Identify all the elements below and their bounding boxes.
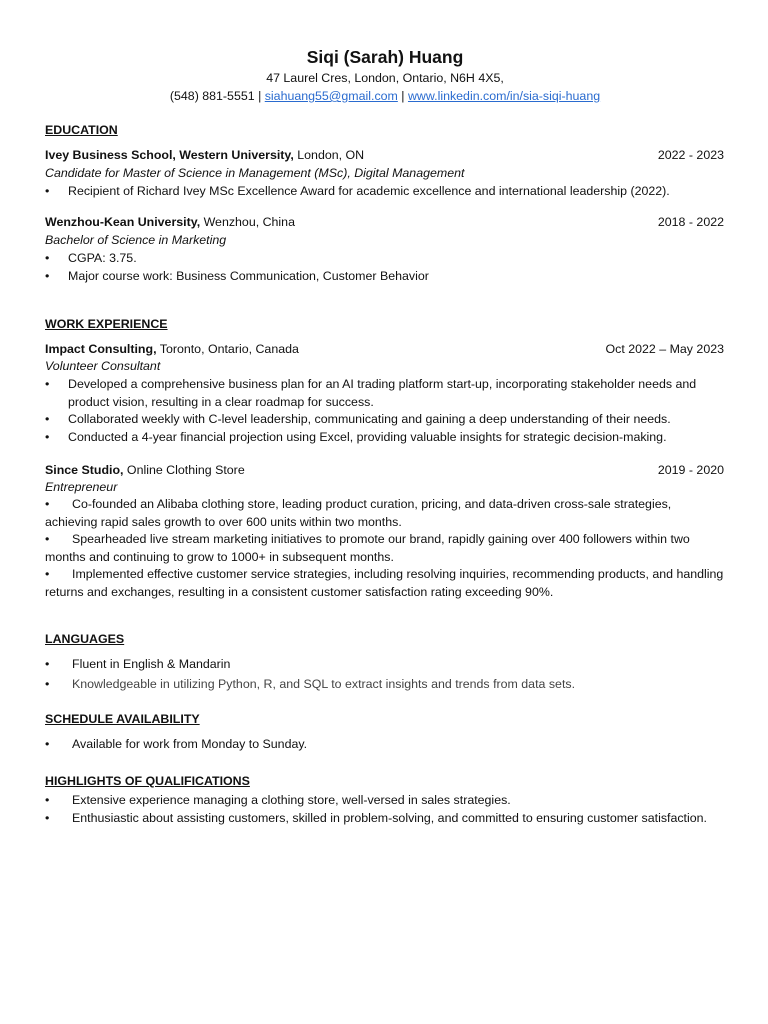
bullet-icon: •: [45, 412, 50, 426]
list-item: • CGPA: 3.75.: [45, 250, 725, 268]
list-item: • Recipient of Richard Ivey MSc Excellence Award for academic excellence and international leadership (2022).: [45, 183, 725, 201]
list-item: • Collaborated weekly with C-level leadership, communicating and gaining a deep understanding of their needs.: [45, 411, 725, 429]
list-item: • Extensive experience managing a clothing store, well-versed in sales strategies.: [45, 792, 725, 810]
languages-heading: LANGUAGES: [45, 632, 125, 646]
highlights-bullets: [45, 792, 725, 827]
degree: Bachelor of Science in Marketing: [45, 233, 227, 247]
list-item: • Developed a comprehensive business plan for an AI trading platform start-up, incorporating stakeholder needs and product vision, resulting in a clear roadmap for success.: [45, 377, 697, 409]
education-entry-wku: [45, 214, 724, 232]
email-link[interactable]: siahuang55@gmail.com: [264, 89, 398, 103]
bullet-icon: •: [45, 429, 50, 444]
education-entry-ivey: [45, 147, 724, 165]
languages-bullets: [45, 656, 725, 693]
schedule-bullets: [45, 736, 725, 754]
work-entry-since-studio: [45, 462, 724, 480]
list-item: • Major course work: Business Communication, Customer Behavior: [45, 268, 725, 286]
work-bullets: [45, 376, 725, 446]
bullet-icon: •: [45, 268, 50, 283]
employer-name: Since Studio,: [45, 463, 124, 477]
bullet-icon: •: [45, 657, 50, 671]
bullet-icon: •: [45, 377, 50, 391]
list-item: • Fluent in English & Mandarin: [45, 656, 725, 674]
list-item: • Co-founded an Alibaba clothing store, leading product curation, pricing, and data-driven cross-sale strategies, achieving rapid sales growth to over 600 units within two months.: [45, 497, 672, 529]
bullet-icon: •: [45, 810, 50, 825]
list-item: • Knowledgeable in utilizing Python, R, and SQL to extract insights and trends from data sets.: [45, 676, 725, 694]
schedule-heading: SCHEDULE AVAILABILITY: [45, 712, 200, 726]
work-bullets: [45, 496, 725, 601]
bullet-icon: •: [45, 184, 50, 198]
work-dates: 2019 - 2020: [657, 463, 724, 477]
list-item: • Implemented effective customer service strategies, including resolving inquiries, recommending products, and handling returns and exchanges, resulting in a consistent customer satisfaction rating exceeding 90%.: [45, 567, 724, 599]
bullet-icon: •: [45, 497, 50, 511]
linkedin-link[interactable]: www.linkedin.com/in/sia-siqi-huang: [407, 89, 601, 103]
address: 47 Laurel Cres, London, Ontario, N6H 4X5,: [266, 71, 504, 85]
contact-separator: |: [397, 89, 408, 103]
list-item: • Conducted a 4-year financial projection using Excel, providing valuable insights for strategic decision-making.: [45, 429, 725, 447]
bullet-icon: •: [45, 676, 50, 691]
institution-location: Wenzhou, China: [200, 215, 295, 229]
bullet-icon: •: [45, 251, 50, 265]
employer-name: Impact Consulting,: [45, 342, 157, 356]
education-dates: 2022 - 2023: [657, 148, 724, 162]
work-entry-impact: [45, 341, 724, 359]
bullet-icon: •: [45, 737, 50, 751]
employer-location: Toronto, Ontario, Canada: [156, 342, 299, 356]
institution-name: Wenzhou-Kean University,: [45, 215, 201, 229]
bullet-icon: •: [45, 567, 50, 581]
job-role: Volunteer Consultant: [45, 359, 161, 373]
phone: (548) 881-5551 |: [169, 89, 265, 103]
education-dates: 2018 - 2022: [657, 215, 724, 229]
list-item: • Spearheaded live stream marketing initiatives to promote our brand, rapidly gaining over 400 followers within two months and continuing to grow to 1000+ in subsequent months.: [45, 532, 690, 564]
bullet-icon: •: [45, 532, 50, 546]
employer-location: Online Clothing Store: [123, 463, 245, 477]
institution-location: London, ON: [293, 148, 365, 162]
highlights-heading: HIGHLIGHTS OF QUALIFICATIONS: [45, 774, 250, 788]
work-dates: Oct 2022 – May 2023: [605, 342, 724, 356]
education-heading: EDUCATION: [45, 123, 118, 137]
degree: Candidate for Master of Science in Management (MSc), Digital Management: [45, 166, 465, 180]
institution-name: Ivey Business School, Western University,: [45, 148, 294, 162]
list-item: • Available for work from Monday to Sunday.: [45, 736, 725, 754]
education-bullets: [45, 250, 725, 285]
job-role: Entrepreneur: [45, 480, 118, 494]
candidate-name: Siqi (Sarah) Huang: [306, 47, 464, 67]
bullet-icon: •: [45, 793, 50, 807]
list-item: • Enthusiastic about assisting customers, skilled in problem-solving, and committed to ensuring customer satisfaction.: [45, 810, 725, 828]
contact-line: [45, 88, 725, 106]
education-bullets: [45, 183, 725, 201]
work-heading: WORK EXPERIENCE: [45, 317, 168, 331]
